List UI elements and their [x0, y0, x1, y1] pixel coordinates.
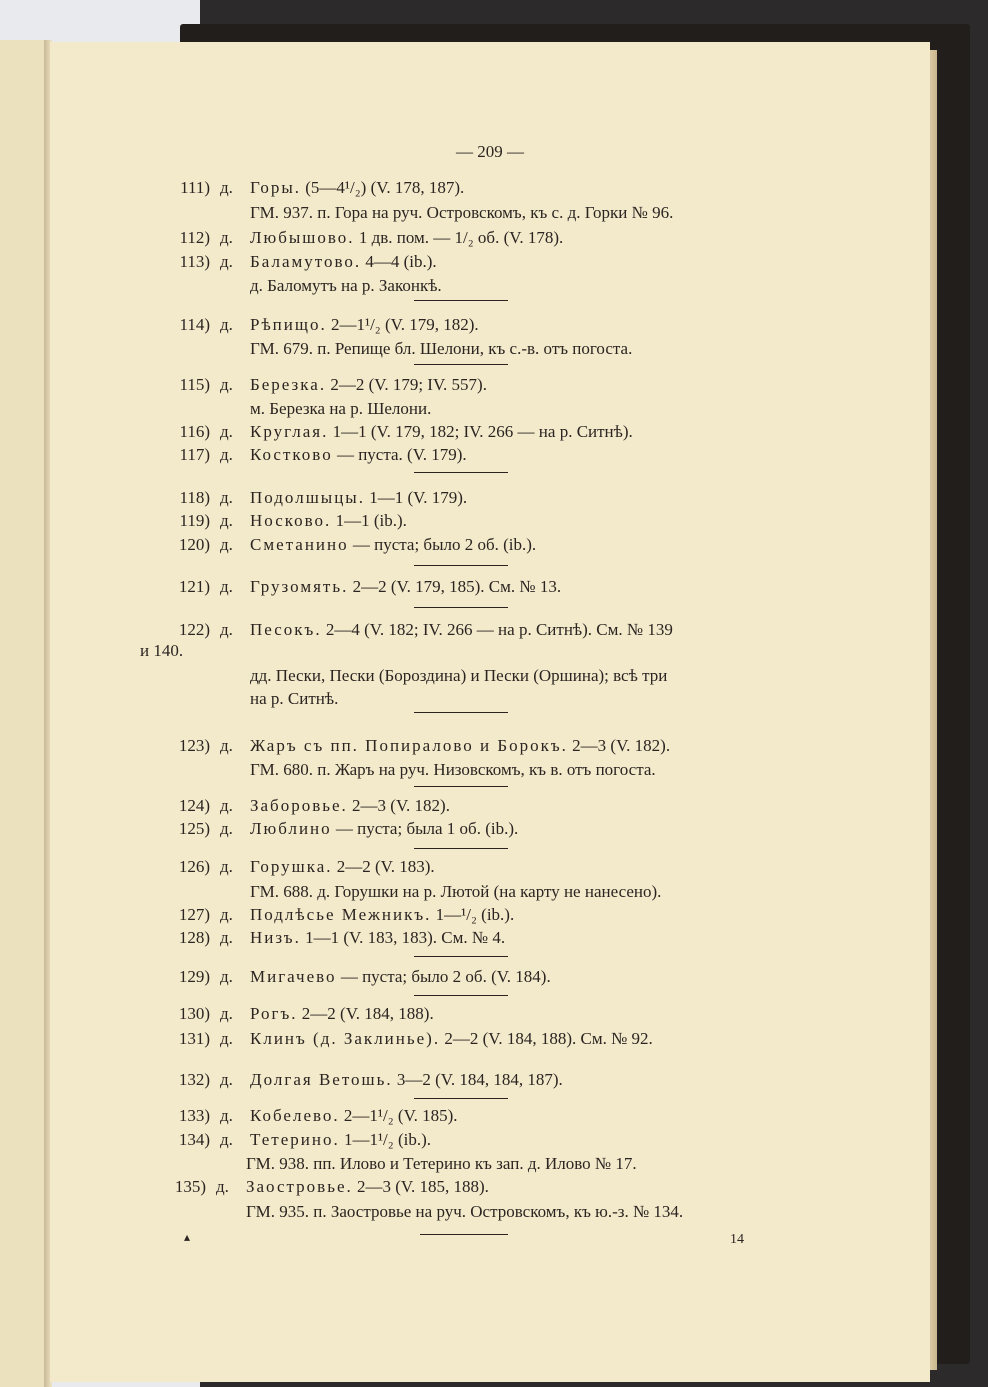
entry-number: 117) — [179, 445, 210, 464]
entry-details: 2—3 (V. 182). — [347, 796, 450, 815]
entry-name: Долгая Ветошь. — [250, 1070, 393, 1089]
entry-details: 2—2 (V. 179, 185). См. № 13. — [348, 577, 562, 596]
entry-details: 1—1¹/₂ (ib.). — [339, 1130, 431, 1149]
entry-details: 2—2 (V. 184, 188). См. № 92. — [440, 1029, 653, 1048]
entry-type: д. — [220, 252, 233, 271]
entry-type: д. — [220, 736, 233, 755]
entry-name: Заборовье. — [250, 796, 348, 815]
entry-number: 132) — [178, 1070, 210, 1089]
entry-number: 124) — [178, 796, 210, 815]
entry-type: д. — [220, 178, 233, 197]
section-divider — [420, 1234, 508, 1235]
entry-type: д. — [220, 1106, 233, 1125]
entry-type: д. — [220, 796, 233, 815]
entry-type: д. — [220, 488, 233, 507]
entry-details: 3—2 (V. 184, 184, 187). — [392, 1070, 563, 1089]
entry-name: Жаръ съ пп. Попиралово и Борокъ. — [250, 736, 568, 755]
entry-details: 2—2 (V. 184, 188). — [297, 1004, 434, 1023]
entry-name: Низъ. — [250, 928, 301, 947]
entry-continuation: ГМ. 935. п. Заостровье на руч. Островскомъ, къ ю.-з. № 134. — [246, 1202, 684, 1221]
entry-details: (5—4¹/₂) (V. 178, 187). — [301, 178, 465, 197]
entry-number: 113) — [179, 252, 210, 271]
printer-mark: ▴ — [184, 1230, 191, 1244]
entry-details: — пуста; было 2 об. (V. 184). — [336, 967, 551, 986]
entry-continuation: д. Баломутъ на р. Законкѣ. — [250, 276, 442, 295]
entry-number: 127) — [178, 905, 210, 924]
entry-name: Носково. — [250, 511, 332, 530]
entry-type: д. — [220, 928, 233, 947]
entry-details: 1 дв. пом. — 1/₂ об. (V. 178). — [354, 228, 564, 247]
entry-type: д. — [220, 577, 233, 596]
entry-details: 2—4 (V. 182; IV. 266 — на р. Ситнѣ). См. № 139 — [321, 620, 673, 639]
section-divider — [414, 607, 508, 608]
entry-details: 1—1 (V. 179). — [364, 488, 468, 507]
entry-number: 111) — [180, 178, 210, 197]
entry-type: д. — [220, 1004, 233, 1023]
entry-details: — пуста; была 1 об. (ib.). — [331, 819, 519, 838]
entry-number: 112) — [179, 228, 210, 247]
section-divider — [414, 1098, 508, 1099]
entry-wrap: и 140. — [140, 641, 184, 660]
entry-number: 118) — [179, 488, 210, 507]
entry-continuation: ГМ. 679. п. Репище бл. Шелони, къ с.-в. отъ погоста. — [250, 339, 633, 358]
entry-type: д. — [220, 445, 233, 464]
book-page — [50, 42, 930, 1382]
entry-name: Горы. — [250, 178, 302, 197]
section-divider — [414, 300, 508, 301]
entry-details: 1—1 (V. 183, 183). См. № 4. — [300, 928, 506, 947]
entry-details: 2—2 (V. 183). — [332, 857, 435, 876]
entry-details: 1—1 (V. 179, 182; IV. 266 — на р. Ситнѣ). — [328, 422, 633, 441]
entry-number: 134) — [178, 1130, 210, 1149]
section-divider — [414, 848, 508, 849]
left-page-edge — [0, 40, 48, 1387]
entry-name: Песокъ. — [250, 620, 322, 639]
section-divider — [414, 786, 508, 787]
entry-name: Горушка. — [250, 857, 333, 876]
entry-continuation: дд. Пески, Пески (Бороздина) и Пески (Оршина); всѣ три — [250, 666, 668, 685]
entry-number: 130) — [178, 1004, 210, 1023]
entry-details: 1—1 (ib.). — [331, 511, 407, 530]
section-divider — [414, 712, 508, 713]
page-number: — 209 — — [456, 142, 524, 161]
entry-details: 2—1¹/₂ (V. 179, 182). — [326, 315, 479, 334]
entry-name: Баламутово. — [250, 252, 362, 271]
entry-type: д. — [216, 1177, 229, 1196]
entry-name: Люблино — [250, 819, 332, 838]
entry-type: д. — [220, 422, 233, 441]
entry-number: 120) — [178, 535, 210, 554]
entry-type: д. — [220, 315, 233, 334]
entry-name: Подолшыцы. — [250, 488, 365, 507]
entry-details: 2—3 (V. 185, 188). — [352, 1177, 489, 1196]
section-divider — [414, 956, 508, 957]
entry-continuation: на р. Ситнѣ. — [250, 689, 339, 708]
entry-name: Березка. — [250, 375, 327, 394]
entry-number: 128) — [178, 928, 210, 947]
entry-number: 129) — [178, 967, 210, 986]
section-divider — [414, 472, 508, 473]
entry-details: 4—4 (ib.). — [361, 252, 437, 271]
section-divider — [414, 565, 508, 566]
entry-details: 2—1¹/₂ (V. 185). — [339, 1106, 458, 1125]
entry-number: 123) — [178, 736, 210, 755]
entry-number: 131) — [178, 1029, 210, 1048]
entry-details: 2—2 (V. 179; IV. 557). — [326, 375, 487, 394]
entry-type: д. — [220, 620, 233, 639]
signature-mark: 14 — [730, 1232, 744, 1247]
entry-type: д. — [220, 819, 233, 838]
entry-name: Подлѣсье Межникъ. — [250, 905, 432, 924]
entry-name: Круглая. — [250, 422, 329, 441]
entry-number: 115) — [179, 375, 210, 394]
entry-name: Тетерино. — [250, 1130, 340, 1149]
entry-type: д. — [220, 1130, 233, 1149]
entry-details: 1—¹/₂ (ib.). — [431, 905, 515, 924]
entry-type: д. — [220, 1029, 233, 1048]
entry-type: д. — [220, 905, 233, 924]
entry-number: 121) — [178, 577, 210, 596]
entry-continuation: ГМ. 688. д. Горушки на р. Лютой (на карту не нанесено). — [250, 882, 662, 901]
entry-name: Сметанино — [250, 535, 349, 554]
entry-continuation: ГМ. 680. п. Жаръ на руч. Низовскомъ, къ в. отъ погоста. — [250, 760, 656, 779]
entry-details: 2—3 (V. 182). — [567, 736, 671, 755]
entry-details: — пуста; было 2 об. (ib.). — [348, 535, 537, 554]
entry-type: д. — [220, 228, 233, 247]
entry-number: 126) — [178, 857, 210, 876]
entry-continuation: ГМ. 937. п. Гора на руч. Островскомъ, къ с. д. Горки № 96. — [250, 203, 674, 222]
entry-continuation: ГМ. 938. пп. Илово и Тетерино къ зап. д. Илово № 17. — [246, 1154, 637, 1173]
entry-number: 119) — [179, 511, 210, 530]
entry-name: Грузомять. — [250, 577, 349, 596]
entry-name: Любышово. — [250, 228, 355, 247]
entry-number: 125) — [178, 819, 210, 838]
entry-number: 135) — [174, 1177, 206, 1196]
entry-type: д. — [220, 511, 233, 530]
entry-type: д. — [220, 1070, 233, 1089]
entry-number: 114) — [179, 315, 210, 334]
entry-details: — пуста. (V. 179). — [332, 445, 467, 464]
entry-number: 133) — [178, 1106, 210, 1125]
entry-type: д. — [220, 857, 233, 876]
entry-name: Рѣпищо. — [250, 315, 327, 334]
entry-type: д. — [220, 535, 233, 554]
entry-name: Заостровье. — [246, 1177, 353, 1196]
entry-number: 122) — [178, 620, 210, 639]
entry-name: Рогъ. — [250, 1004, 298, 1023]
section-divider — [414, 995, 508, 996]
entry-type: д. — [220, 375, 233, 394]
entry-name: Кобелево. — [250, 1106, 340, 1125]
entry-name: Костково — [250, 445, 333, 464]
entry-name: Клинъ (д. Заклинье). — [250, 1029, 441, 1048]
entry-type: д. — [220, 967, 233, 986]
entry-number: 116) — [179, 422, 210, 441]
entry-name: Мигачево — [250, 967, 337, 986]
entry-continuation: м. Березка на р. Шелони. — [250, 399, 432, 418]
section-divider — [414, 364, 508, 365]
